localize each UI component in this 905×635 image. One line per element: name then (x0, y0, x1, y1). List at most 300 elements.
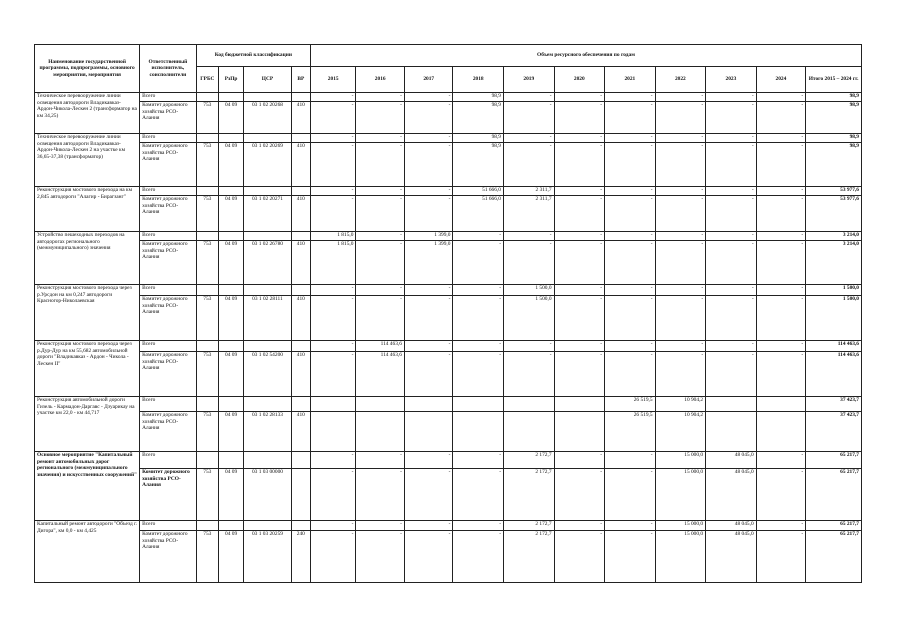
header-total: Итого 2015 – 2024 гг. (806, 67, 862, 93)
value-cell: - (655, 102, 706, 134)
value-cell: - (504, 341, 555, 352)
value-cell: - (756, 285, 806, 296)
row-executor: Комитет дорожного хозяйства РСО-Алания (140, 102, 197, 134)
value-cell: 98,9 (453, 93, 504, 102)
value-cell: - (605, 285, 656, 296)
value-cell: - (554, 469, 605, 521)
code-cell: 04 09 (218, 196, 243, 232)
row-executor: Комитет дорожного хозяйства РСО-Алания (140, 412, 197, 452)
code-cell (218, 232, 243, 241)
code-cell: 04 09 (218, 241, 243, 285)
code-cell: 410 (291, 412, 310, 452)
value-cell: - (554, 452, 605, 469)
total-cell: 53 977,6 (806, 196, 862, 232)
value-cell: - (706, 134, 757, 143)
code-cell: 753 (196, 352, 218, 397)
code-cell (244, 232, 292, 241)
code-cell (244, 134, 292, 143)
table-row (35, 341, 862, 352)
value-cell: - (404, 187, 453, 196)
value-cell: - (404, 531, 453, 583)
table-row (35, 412, 862, 452)
value-cell: - (655, 187, 706, 196)
value-cell: 114 463,6 (356, 341, 405, 352)
value-cell: 114 463,6 (356, 352, 405, 397)
header-year-2019: 2019 (504, 67, 555, 93)
code-cell (244, 93, 292, 102)
value-cell: - (310, 521, 355, 531)
value-cell: - (756, 187, 806, 196)
code-cell: 753 (196, 412, 218, 452)
code-cell (196, 521, 218, 531)
value-cell: 15 000,0 (655, 521, 706, 531)
code-cell: 03 1 03 00000 (244, 469, 292, 521)
value-cell: - (605, 232, 656, 241)
value-cell: 26 519,5 (605, 397, 656, 412)
value-cell: 51 666,0 (453, 196, 504, 232)
header-year-2024: 2024 (756, 67, 806, 93)
value-cell: 15 000,0 (655, 452, 706, 469)
code-cell (196, 452, 218, 469)
value-cell: 48 045,0 (706, 521, 757, 531)
code-cell: 04 09 (218, 143, 243, 187)
value-cell: - (655, 232, 706, 241)
header-code-3: ВР (291, 67, 310, 93)
value-cell: - (655, 196, 706, 232)
code-cell: 240 (291, 531, 310, 583)
code-cell (196, 134, 218, 143)
value-cell: - (756, 93, 806, 102)
row-executor: Комитет дорожного хозяйства РСО-Алания (140, 296, 197, 341)
header-code-2: ЦСР (244, 67, 292, 93)
value-cell: - (404, 134, 453, 143)
row-name: Реконструкция мостового перехода на км 2,845 автодороги "Алагир - Бирагзанг" (35, 187, 140, 232)
value-cell (310, 397, 355, 412)
row-name: Реконструкция мостового перехода через р.Дур-Дур на км 55,682 автомобильной дороги "Владикавказ - Ардон - Чикола - Лескен II" (35, 341, 140, 397)
total-cell: 98,9 (806, 93, 862, 102)
value-cell: - (356, 143, 405, 187)
total-cell: 114 463,6 (806, 352, 862, 397)
value-cell: - (554, 521, 605, 531)
row-executor: Комитет дорожного хозяйства РСО-Алания (140, 241, 197, 285)
value-cell: - (605, 102, 656, 134)
value-cell: 15 000,0 (655, 531, 706, 583)
value-cell: - (605, 531, 656, 583)
value-cell: - (554, 241, 605, 285)
value-cell: - (453, 296, 504, 341)
value-cell: - (554, 341, 605, 352)
code-cell (291, 134, 310, 143)
code-cell (218, 285, 243, 296)
value-cell: - (605, 196, 656, 232)
header-budget-code-group: Код бюджетной классификации (196, 45, 310, 67)
value-cell: - (453, 232, 504, 241)
value-cell: - (706, 102, 757, 134)
value-cell: 15 000,0 (655, 469, 706, 521)
value-cell (504, 397, 555, 412)
code-cell: 410 (291, 143, 310, 187)
code-cell: 04 09 (218, 296, 243, 341)
value-cell: - (554, 143, 605, 187)
code-cell: 04 09 (218, 469, 243, 521)
code-cell: 03 1 02 28133 (244, 412, 292, 452)
value-cell: - (356, 187, 405, 196)
code-cell: 04 09 (218, 412, 243, 452)
code-cell (291, 232, 310, 241)
row-name: Устройство пешеходных переходов на автодорогах регионального (межмуниципального) значения (35, 232, 140, 285)
header-year-2023: 2023 (706, 67, 757, 93)
row-name: Реконструкция мостового перехода через р.Урсдон на км 0,247 автодороги Красногор-Николаевская (35, 285, 140, 341)
total-cell: 98,9 (806, 143, 862, 187)
code-cell: 03 1 02 20269 (244, 143, 292, 187)
value-cell: - (356, 531, 405, 583)
value-cell: - (554, 232, 605, 241)
value-cell: - (605, 341, 656, 352)
total-cell: 65 217,7 (806, 531, 862, 583)
value-cell (504, 412, 555, 452)
table-row (35, 521, 862, 531)
row-name: Основное мероприятие "Капитальный ремонт автомобильных дорог регионального (межмуниципального значения) и искусственных сооружений" (35, 452, 140, 521)
value-cell: 98,9 (453, 102, 504, 134)
total-cell: 65 217,7 (806, 521, 862, 531)
value-cell: - (404, 341, 453, 352)
code-cell (244, 452, 292, 469)
value-cell: - (554, 196, 605, 232)
value-cell: - (453, 241, 504, 285)
total-cell: 1 500,0 (806, 285, 862, 296)
table-row (35, 102, 862, 134)
table-row (35, 397, 862, 412)
value-cell: 98,9 (453, 143, 504, 187)
value-cell: - (605, 241, 656, 285)
value-cell: 10 904,2 (655, 397, 706, 412)
row-executor: Всего (140, 341, 197, 352)
value-cell: - (453, 352, 504, 397)
value-cell: - (310, 452, 355, 469)
header-year-2016: 2016 (356, 67, 405, 93)
header-code-1: РзПр (218, 67, 243, 93)
code-cell (291, 285, 310, 296)
value-cell: - (706, 296, 757, 341)
value-cell: - (504, 143, 555, 187)
value-cell: - (310, 102, 355, 134)
value-cell: - (655, 352, 706, 397)
value-cell: 1 500,0 (504, 296, 555, 341)
row-executor: Всего (140, 452, 197, 469)
value-cell: - (504, 232, 555, 241)
header-year-2015: 2015 (310, 67, 355, 93)
value-cell: - (310, 469, 355, 521)
code-cell: 04 09 (218, 531, 243, 583)
value-cell (453, 397, 504, 412)
value-cell: - (310, 341, 355, 352)
value-cell: - (756, 296, 806, 341)
code-cell (291, 521, 310, 531)
value-cell: 51 666,0 (453, 187, 504, 196)
row-executor: Комитет дорожного хозяйства РСО-Алания (140, 531, 197, 583)
value-cell: - (655, 93, 706, 102)
value-cell: - (605, 352, 656, 397)
header-year-2018: 2018 (453, 67, 504, 93)
code-cell (291, 187, 310, 196)
code-cell: 410 (291, 102, 310, 134)
value-cell: - (504, 102, 555, 134)
value-cell: - (310, 143, 355, 187)
value-cell: 1 815,0 (310, 241, 355, 285)
value-cell: - (356, 521, 405, 531)
table-row (35, 196, 862, 232)
value-cell: - (756, 352, 806, 397)
value-cell: - (453, 452, 504, 469)
value-cell: - (404, 469, 453, 521)
value-cell: - (356, 469, 405, 521)
code-cell (291, 397, 310, 412)
table-row (35, 241, 862, 285)
value-cell: - (310, 196, 355, 232)
table-row (35, 531, 862, 583)
value-cell: - (554, 296, 605, 341)
code-cell: 410 (291, 296, 310, 341)
value-cell: - (605, 469, 656, 521)
value-cell: - (706, 285, 757, 296)
value-cell: - (756, 143, 806, 187)
value-cell: - (706, 232, 757, 241)
code-cell: 03 1 02 28111 (244, 296, 292, 341)
row-executor: Всего (140, 397, 197, 412)
value-cell: - (554, 531, 605, 583)
code-cell: 753 (196, 196, 218, 232)
total-cell: 98,9 (806, 102, 862, 134)
value-cell: - (356, 285, 405, 296)
value-cell (756, 397, 806, 412)
total-cell: 3 214,0 (806, 241, 862, 285)
value-cell: - (605, 93, 656, 102)
code-cell: 03 1 02 54200 (244, 352, 292, 397)
value-cell: - (310, 296, 355, 341)
value-cell: - (310, 93, 355, 102)
value-cell: - (356, 241, 405, 285)
header-year-2021: 2021 (605, 67, 656, 93)
value-cell: - (404, 196, 453, 232)
value-cell: - (706, 143, 757, 187)
value-cell: - (706, 352, 757, 397)
value-cell (356, 397, 405, 412)
row-name: Техническое перевооружение линии освещения автодороги Владикавказ-Ардон-Чикола-Лескен 2 на участке км 36,65-37,38 (трансформатор) (35, 134, 140, 187)
value-cell: - (706, 93, 757, 102)
value-cell: - (404, 452, 453, 469)
value-cell: - (310, 352, 355, 397)
value-cell: - (655, 296, 706, 341)
value-cell (310, 412, 355, 452)
row-executor: Всего (140, 187, 197, 196)
value-cell: - (706, 187, 757, 196)
value-cell: - (756, 102, 806, 134)
value-cell: - (453, 285, 504, 296)
code-cell (196, 397, 218, 412)
code-cell: 04 09 (218, 102, 243, 134)
value-cell: - (356, 196, 405, 232)
value-cell: - (655, 134, 706, 143)
value-cell (554, 412, 605, 452)
value-cell (453, 412, 504, 452)
value-cell: - (504, 241, 555, 285)
value-cell: 2 311,7 (504, 196, 555, 232)
value-cell: - (504, 134, 555, 143)
value-cell: 1 500,0 (504, 285, 555, 296)
value-cell: - (356, 232, 405, 241)
resource-table (34, 44, 862, 583)
value-cell: - (310, 134, 355, 143)
row-executor: Всего (140, 134, 197, 143)
value-cell: - (605, 143, 656, 187)
table-row (35, 296, 862, 341)
row-name: Реконструкция автомобильной дороги Гизель - Кармадон-Даргавс - Дзуарикау на участке км 22,0 - км 44,717 (35, 397, 140, 452)
total-cell: 65 217,7 (806, 469, 862, 521)
code-cell (291, 341, 310, 352)
code-cell (218, 341, 243, 352)
header-executor: Ответственный исполнитель, соисполнители (140, 45, 197, 93)
code-cell: 03 1 03 20259 (244, 531, 292, 583)
value-cell: 48 045,0 (706, 469, 757, 521)
row-executor: Комитет дорожного хозяйства РСО-Алания (140, 469, 197, 521)
value-cell: 1 399,0 (404, 232, 453, 241)
code-cell (244, 285, 292, 296)
row-executor: Всего (140, 521, 197, 531)
value-cell: 10 904,2 (655, 412, 706, 452)
row-executor: Всего (140, 232, 197, 241)
value-cell: - (404, 352, 453, 397)
header-resource-group: Объем ресурсного обеспечения по годам (310, 45, 861, 67)
value-cell: 2 172,7 (504, 469, 555, 521)
table-row (35, 143, 862, 187)
code-cell (244, 341, 292, 352)
value-cell: - (605, 452, 656, 469)
value-cell (356, 412, 405, 452)
header-year-2020: 2020 (554, 67, 605, 93)
value-cell: - (706, 341, 757, 352)
value-cell: - (356, 93, 405, 102)
code-cell: 03 1 02 26780 (244, 241, 292, 285)
total-cell: 114 463,6 (806, 341, 862, 352)
value-cell: - (404, 521, 453, 531)
row-name: Капитальный ремонт автодороги "Объезд г. Дигора", км 0,0 - км 4,425 (35, 521, 140, 583)
value-cell: 48 045,0 (706, 452, 757, 469)
value-cell: - (554, 352, 605, 397)
value-cell: - (655, 285, 706, 296)
value-cell: - (605, 296, 656, 341)
value-cell: - (554, 134, 605, 143)
value-cell: - (756, 469, 806, 521)
total-cell: 37 423,7 (806, 412, 862, 452)
value-cell: - (404, 285, 453, 296)
code-cell (218, 452, 243, 469)
value-cell: - (404, 93, 453, 102)
code-cell (244, 521, 292, 531)
value-cell: 48 045,0 (706, 531, 757, 583)
value-cell (554, 397, 605, 412)
code-cell (244, 397, 292, 412)
total-cell: 3 214,0 (806, 232, 862, 241)
value-cell: - (554, 93, 605, 102)
value-cell: - (310, 285, 355, 296)
code-cell: 753 (196, 469, 218, 521)
value-cell: - (756, 531, 806, 583)
value-cell: - (554, 187, 605, 196)
row-executor: Всего (140, 93, 197, 102)
value-cell: - (310, 187, 355, 196)
value-cell (756, 412, 806, 452)
value-cell: - (504, 352, 555, 397)
value-cell: 2 311,7 (504, 187, 555, 196)
value-cell: - (756, 521, 806, 531)
code-cell (218, 397, 243, 412)
total-cell: 37 423,7 (806, 397, 862, 412)
value-cell: - (404, 296, 453, 341)
value-cell: - (605, 134, 656, 143)
code-cell: 04 09 (218, 352, 243, 397)
value-cell (706, 397, 757, 412)
table-row (35, 93, 862, 102)
code-cell: 753 (196, 143, 218, 187)
row-executor: Комитет дорожного хозяйства РСО-Алания (140, 352, 197, 397)
value-cell: - (756, 452, 806, 469)
code-cell (196, 93, 218, 102)
code-cell (218, 134, 243, 143)
value-cell (706, 412, 757, 452)
code-cell (196, 285, 218, 296)
value-cell: - (756, 341, 806, 352)
value-cell: - (756, 196, 806, 232)
header-year-2017: 2017 (404, 67, 453, 93)
value-cell: - (453, 531, 504, 583)
code-cell: 753 (196, 102, 218, 134)
header-code-0: ГРБС (196, 67, 218, 93)
code-cell: 03 1 02 20271 (244, 196, 292, 232)
value-cell (404, 397, 453, 412)
total-cell: 98,9 (806, 134, 862, 143)
table-row (35, 134, 862, 143)
value-cell: 1 399,0 (404, 241, 453, 285)
value-cell: - (356, 102, 405, 134)
value-cell: - (655, 143, 706, 187)
code-cell: 753 (196, 531, 218, 583)
code-cell: 410 (291, 196, 310, 232)
value-cell: - (605, 521, 656, 531)
code-cell: 410 (291, 352, 310, 397)
table-row (35, 352, 862, 397)
row-name: Техническое перевооружение линии освещения автодороги Владикавказ-Ардон-Чикола-Лескен 2 (трансформатор на км 34,25) (35, 93, 140, 134)
value-cell: 98,9 (453, 134, 504, 143)
table-row (35, 232, 862, 241)
code-cell: 03 1 02 20268 (244, 102, 292, 134)
total-cell: 65 217,7 (806, 452, 862, 469)
value-cell: - (756, 241, 806, 285)
value-cell: - (504, 93, 555, 102)
table-row (35, 452, 862, 469)
value-cell (404, 412, 453, 452)
code-cell (218, 93, 243, 102)
code-cell (196, 187, 218, 196)
value-cell: 2 172,7 (504, 521, 555, 531)
code-cell: 753 (196, 241, 218, 285)
code-cell: 753 (196, 296, 218, 341)
value-cell: 26 519,5 (605, 412, 656, 452)
value-cell: - (655, 241, 706, 285)
header-year-2022: 2022 (655, 67, 706, 93)
header-name: Наименование государственной программы, подпрограммы, основного мероприятия, мероприятия (35, 45, 140, 93)
value-cell: - (706, 196, 757, 232)
value-cell: - (453, 521, 504, 531)
